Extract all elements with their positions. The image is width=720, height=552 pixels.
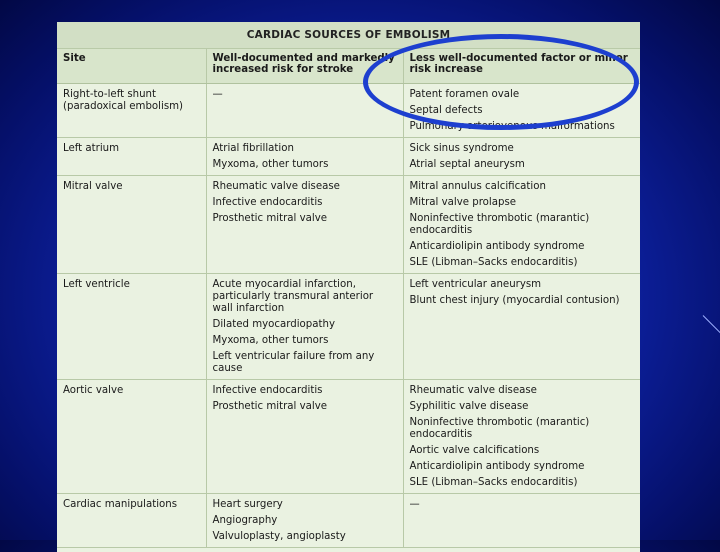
table-row — [57, 84, 640, 138]
less-documented-cell — [403, 176, 640, 274]
list-item: Angiography — [212, 515, 278, 526]
site-cell: Left atrium — [57, 138, 206, 176]
table-title: CARDIAC SOURCES OF EMBOLISM — [57, 22, 640, 49]
well-documented-cell — [206, 494, 403, 548]
list-item: Prosthetic mitral valve — [212, 401, 327, 412]
list-item: Patent foramen ovale — [409, 89, 520, 100]
site-cell: Left ventricle — [57, 274, 206, 380]
list-item: — — [409, 499, 420, 510]
list-item: Atrial septal aneurysm — [409, 159, 525, 170]
site-cell: Right-to-left shunt (paradoxical embolism) — [57, 84, 206, 138]
list-item: Blunt chest injury (myocardial contusion) — [409, 295, 620, 306]
less-documented-cell — [403, 380, 640, 494]
table-row — [57, 380, 640, 494]
less-documented-cell — [403, 84, 640, 138]
site-cell: Mitral valve — [57, 176, 206, 274]
list-item: Anticardiolipin antibody syndrome — [409, 241, 585, 252]
list-item: Syphilitic valve disease — [409, 401, 529, 412]
less-documented-cell — [403, 138, 640, 176]
list-item: Left ventricular failure from any cause — [212, 351, 375, 374]
list-item: Rheumatic valve disease — [212, 181, 340, 192]
list-item: Sick sinus syndrome — [409, 143, 514, 154]
well-documented-cell — [206, 84, 403, 138]
less-documented-cell — [403, 274, 640, 380]
header-well-documented: Well-documented and markedly increased risk for stroke — [206, 49, 403, 84]
site-cell: Aortic valve — [57, 380, 206, 494]
table-row — [57, 176, 640, 274]
well-documented-cell — [206, 138, 403, 176]
list-item: Infective endocarditis — [212, 385, 323, 396]
list-item: SLE (Libman–Sacks endocarditis) — [409, 477, 578, 488]
list-item: Myxoma, other tumors — [212, 335, 329, 346]
table-row — [57, 138, 640, 176]
header-less-documented: Less well-documented factor or minor risk increase — [403, 49, 640, 84]
less-documented-cell — [403, 494, 640, 548]
list-item: Noninfective thrombotic (marantic) endocarditis — [409, 213, 590, 236]
list-item: Septal defects — [409, 105, 483, 116]
site-cell: Cardiac manipulations — [57, 494, 206, 548]
list-item: Acute myocardial infarction, particularly transmural anterior wall infarction — [212, 279, 374, 314]
decorative-line — [703, 315, 720, 336]
embolism-table — [57, 49, 640, 548]
list-item: Infective endocarditis — [212, 197, 323, 208]
table-row — [57, 494, 640, 548]
list-item: — — [212, 89, 223, 100]
list-item: Dilated myocardiopathy — [212, 319, 335, 330]
list-item: Rheumatic valve disease — [409, 385, 537, 396]
list-item: Noninfective thrombotic (marantic) endocarditis — [409, 417, 590, 440]
embolism-table-card — [57, 22, 640, 552]
table-row — [57, 274, 640, 380]
list-item: Prosthetic mitral valve — [212, 213, 327, 224]
list-item: Aortic valve calcifications — [409, 445, 540, 456]
list-item: Pulmonary arteriovenous malformations — [409, 121, 615, 132]
list-item: Heart surgery — [212, 499, 283, 510]
list-item: Anticardiolipin antibody syndrome — [409, 461, 585, 472]
list-item: Left ventricular aneurysm — [409, 279, 542, 290]
list-item: Valvuloplasty, angioplasty — [212, 531, 346, 542]
well-documented-cell — [206, 176, 403, 274]
list-item: SLE (Libman–Sacks endocarditis) — [409, 257, 578, 268]
well-documented-cell — [206, 274, 403, 380]
header-row — [57, 49, 640, 84]
list-item: Myxoma, other tumors — [212, 159, 329, 170]
well-documented-cell — [206, 380, 403, 494]
list-item: Atrial fibrillation — [212, 143, 294, 154]
list-item: Mitral annulus calcification — [409, 181, 546, 192]
header-site: Site — [57, 49, 206, 84]
list-item: Mitral valve prolapse — [409, 197, 517, 208]
